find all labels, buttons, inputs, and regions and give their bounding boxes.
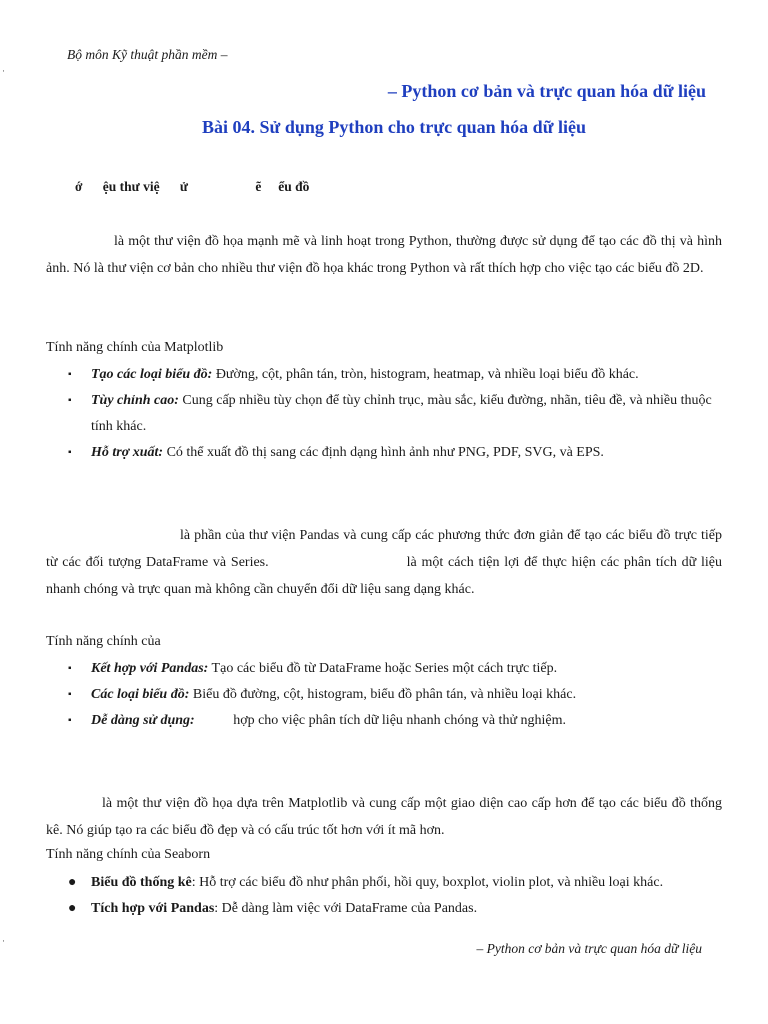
- dot-bullet-icon: ●: [68, 901, 77, 916]
- margin-mark: ·: [2, 66, 5, 76]
- lesson-title: Bài 04. Sử dụng Python cho trực quan hóa dữ liệu: [202, 117, 586, 137]
- page-header-department: Bộ môn Kỹ thuật phần mềm –: [67, 47, 228, 62]
- feature-text: Tạo các biểu đồ từ DataFrame hoặc Series một cách trực tiếp.: [208, 661, 558, 676]
- pandas-intro-text-b: là một cách tiện lợi để thực hiện các phân tích dữ liệu nhanh chóng và trực quan mà không cần chuyển đổi dữ liệu sang dạng khác.: [46, 555, 723, 597]
- seaborn-features-heading: Tính năng chính của Seaborn: [46, 847, 211, 862]
- feature-term: Tích hợp với Pandas: [91, 901, 215, 916]
- matplotlib-features-heading: Tính năng chính của Matplotlib: [46, 340, 224, 355]
- list-item: [46, 682, 724, 708]
- feature-term: Kết hợp với Pandas:: [91, 661, 209, 676]
- matplotlib-intro: [46, 228, 722, 282]
- feature-term: Các loại biểu đồ:: [91, 687, 190, 702]
- list-item: [46, 708, 724, 734]
- section-heading: ớ ệu thư việ ử ẽ ểu đồ: [75, 179, 310, 194]
- pandas-features-list: [46, 656, 724, 734]
- list-item: [46, 656, 724, 682]
- list-item: [46, 896, 724, 922]
- feature-term: Hỗ trợ xuất:: [91, 445, 164, 460]
- square-bullet-icon: ▪: [68, 395, 72, 406]
- margin-mark: ·: [2, 936, 5, 946]
- dot-bullet-icon: ●: [68, 875, 77, 890]
- page-footer: – Python cơ bản và trực quan hóa dữ liệu: [476, 941, 702, 956]
- matplotlib-features-list: [46, 362, 724, 466]
- pandas-intro-text-a: là phần của thư viện Pandas và cung cấp các phương thức đơn giản để tạo các biểu đồ trực tiếp từ các đối tượng DataFrame và Series.: [46, 528, 722, 570]
- square-bullet-icon: ▪: [68, 715, 72, 726]
- pandas-features-heading: Tính năng chính của: [46, 634, 161, 649]
- feature-text: Đường, cột, phân tán, tròn, histogram, heatmap, và nhiều loại biểu đồ khác.: [212, 367, 639, 382]
- list-item: [46, 440, 724, 466]
- feature-term: Biểu đồ thống kê: [91, 875, 192, 890]
- feature-term: Tạo các loại biểu đồ:: [91, 367, 213, 382]
- course-subtitle: – Python cơ bản và trực quan hóa dữ liệu: [387, 81, 706, 101]
- list-item: [46, 362, 724, 388]
- feature-text: : Hỗ trợ các biểu đồ như phân phối, hồi quy, boxplot, violin plot, và nhiều loại khác.: [191, 875, 664, 890]
- seaborn-intro: [46, 790, 722, 844]
- seaborn-features-list: [46, 870, 724, 922]
- feature-text: Có thể xuất đồ thị sang các định dạng hình ảnh như PNG, PDF, SVG, và EPS.: [163, 445, 604, 460]
- list-item: [46, 388, 724, 440]
- square-bullet-icon: ▪: [68, 663, 72, 674]
- seaborn-intro-text: là một thư viện đồ họa dựa trên Matplotlib và cung cấp một giao diện cao cấp hơn để tạo các biểu đồ thống kê. Nó giúp tạo ra các biểu đồ đẹp và có cấu trúc tốt hơn với ít mã hơn.: [46, 796, 722, 838]
- square-bullet-icon: ▪: [68, 447, 72, 458]
- pandas-intro: [46, 522, 722, 603]
- list-item: [46, 870, 724, 896]
- feature-term: Dễ dàng sử dụng:: [91, 713, 195, 728]
- square-bullet-icon: ▪: [68, 369, 72, 380]
- feature-text: Biểu đồ đường, cột, histogram, biểu đồ phân tán, và nhiều loại khác.: [189, 687, 577, 702]
- square-bullet-icon: ▪: [68, 689, 72, 700]
- feature-text: hợp cho việc phân tích dữ liệu nhanh chóng và thử nghiệm.: [194, 713, 567, 728]
- feature-term: Tùy chỉnh cao:: [91, 393, 179, 408]
- feature-text: : Dễ dàng làm việc với DataFrame của Pandas.: [214, 901, 478, 916]
- matplotlib-intro-text: là một thư viện đồ họa mạnh mẽ và linh hoạt trong Python, thường được sử dụng để tạo các đồ thị và hình ảnh. Nó là thư viện cơ bản cho nhiều thư viện đồ họa khác trong Python và rất thích hợp cho việc tạo các biểu đồ 2D.: [46, 234, 722, 276]
- feature-text: Cung cấp nhiều tùy chọn để tùy chỉnh trục, màu sắc, kiểu đường, nhãn, tiêu đề, và nhiều thuộc tính khác.: [91, 393, 712, 434]
